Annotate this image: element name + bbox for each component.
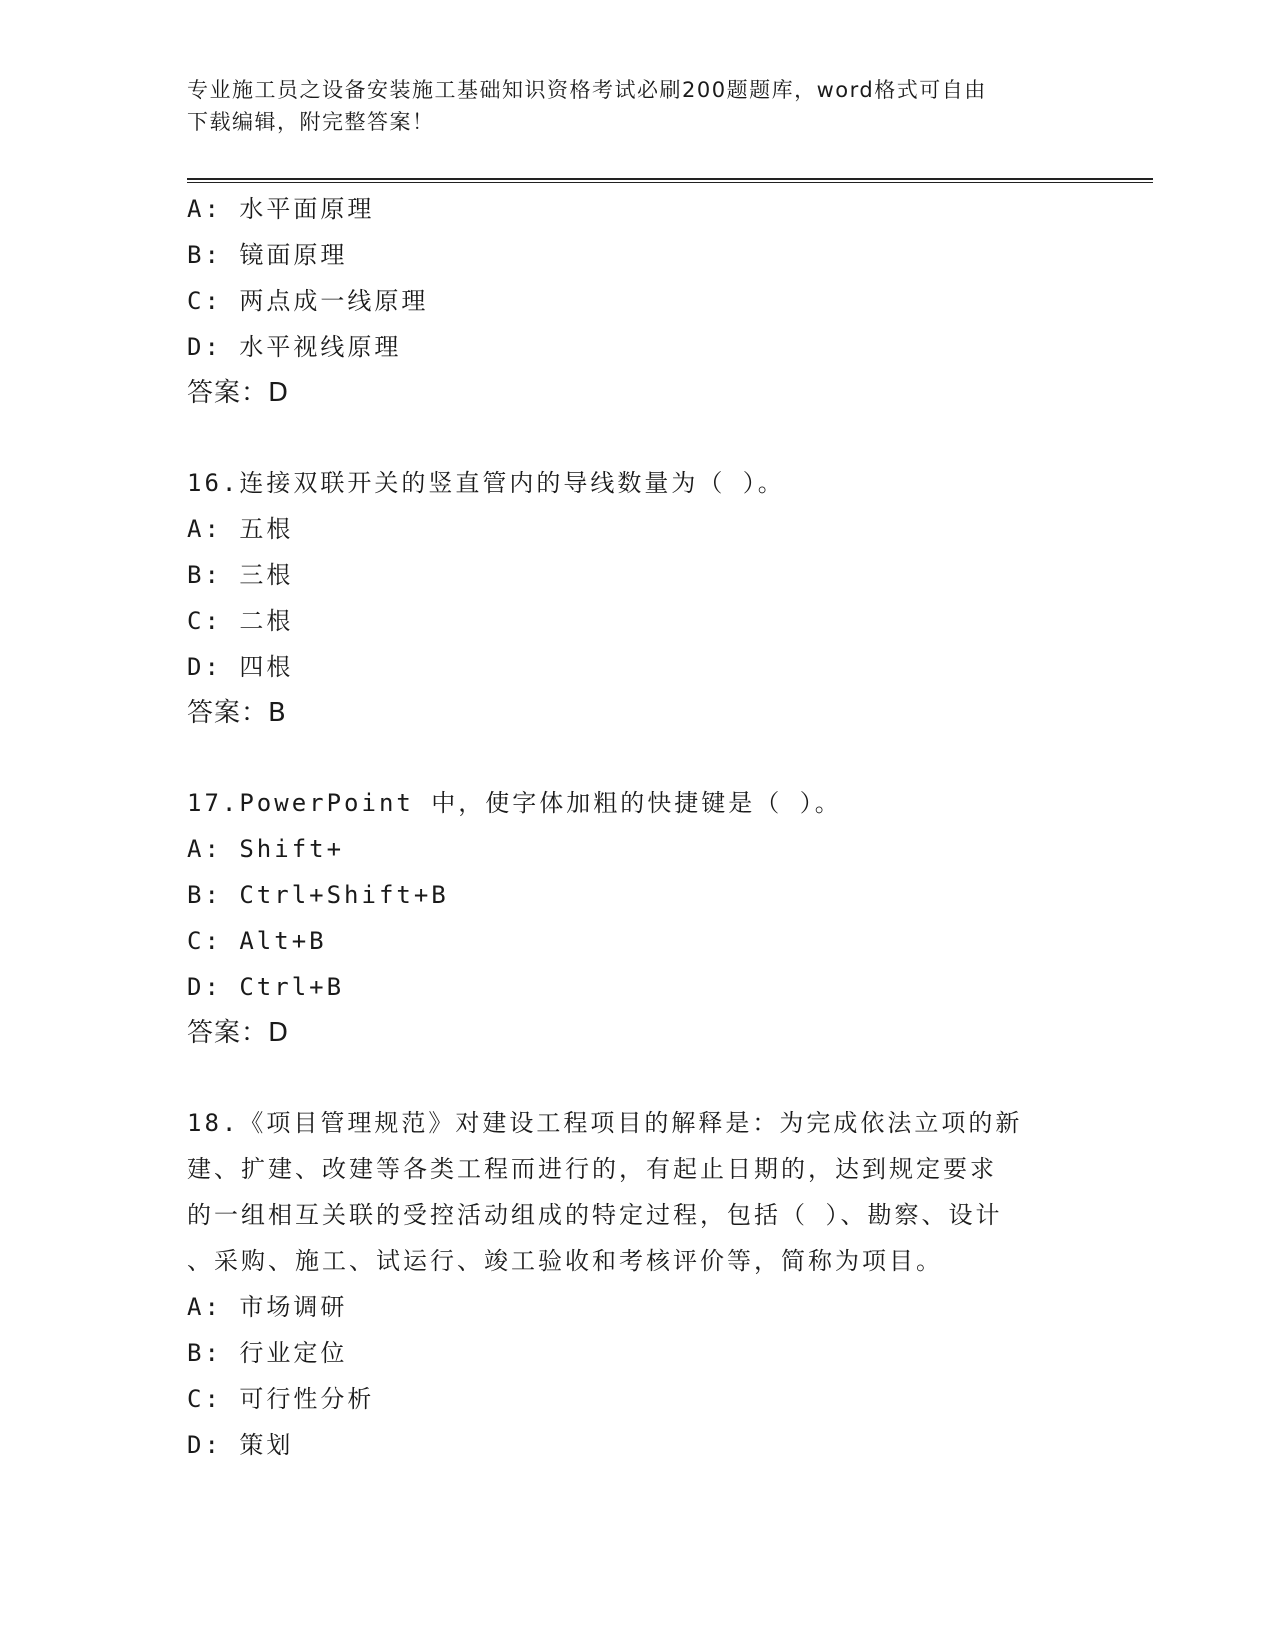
question-stem-line: 18.《项目管理规范》对建设工程项目的解释是：为完成依法立项的新 [187,1109,1023,1137]
option-a: A: 市场调研 [187,1293,348,1321]
question-stem-line: 、采购、施工、试运行、竣工验收和考核评价等，简称为项目。 [187,1247,943,1275]
question-stem [187,1100,1087,1284]
answer: 答案：D [187,378,290,408]
option-c: C: 二根 [187,607,294,635]
header-line-2: 下载编辑，附完整答案！ [187,110,435,134]
question-list [187,186,1087,1468]
option-d: D: Ctrl+B [187,973,345,1001]
option-d: D: 四根 [187,653,294,681]
question-17 [187,780,1087,1056]
question-stem-line: 的一组相互关联的受控活动组成的特定过程，包括（ ）、勘察、设计 [187,1201,1003,1229]
option-c: C: 两点成一线原理 [187,287,429,315]
option-a: A: Shift+ [187,835,345,863]
header-divider [187,178,1153,183]
answer: 答案：B [187,698,287,728]
question-15-continued [187,186,1087,416]
option-a: A: 水平面原理 [187,195,375,223]
option-b: B: 行业定位 [187,1339,348,1367]
question-16 [187,460,1087,736]
question-stem: 16.连接双联开关的竖直管内的导线数量为（ ）。 [187,469,785,497]
header-line-1: 专业施工员之设备安装施工基础知识资格考试必刷200题题库，word格式可自由 [187,78,987,102]
option-d: D: 策划 [187,1431,294,1459]
option-b: B: 三根 [187,561,294,589]
option-b: B: Ctrl+Shift+B [187,881,449,909]
question-stem-line: 建、扩建、改建等各类工程而进行的，有起止日期的，达到规定要求 [187,1155,997,1183]
option-b: B: 镜面原理 [187,241,348,269]
option-d: D: 水平视线原理 [187,333,402,361]
answer: 答案：D [187,1018,290,1048]
option-a: A: 五根 [187,515,294,543]
question-18 [187,1100,1087,1468]
question-stem: 17.PowerPoint 中，使字体加粗的快捷键是（ ）。 [187,789,842,817]
option-c: C: 可行性分析 [187,1385,375,1413]
document-header [187,74,1087,138]
option-c: C: Alt+B [187,927,327,955]
